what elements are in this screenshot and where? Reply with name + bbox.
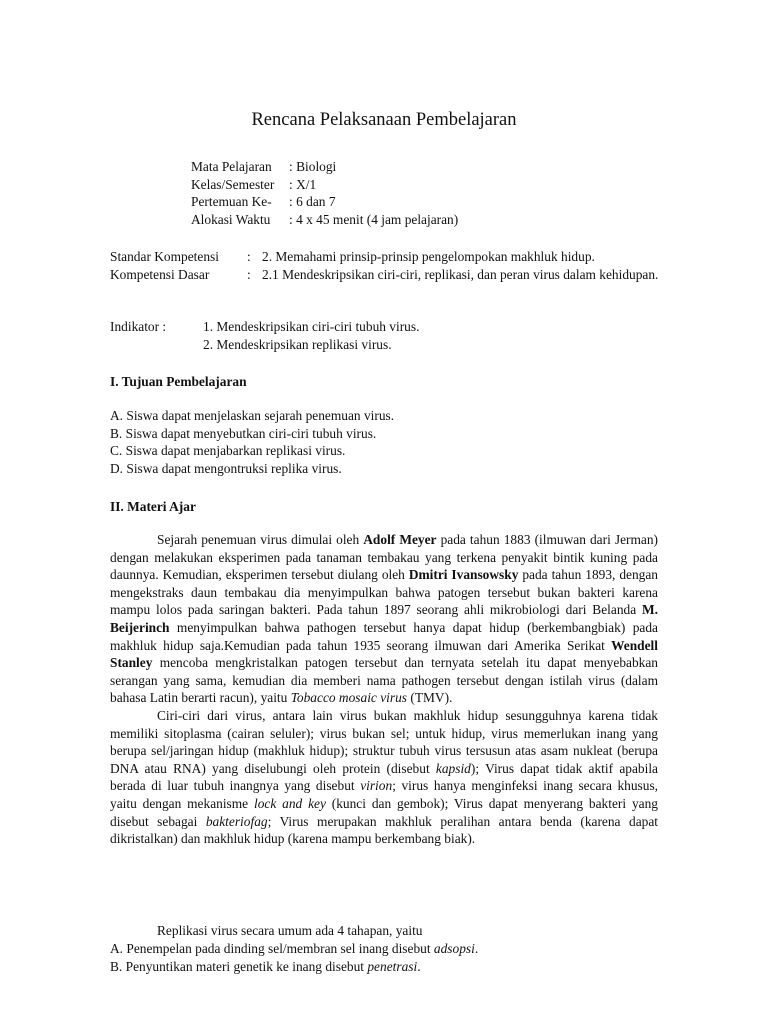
materi-heading: II. Materi Ajar <box>110 499 196 514</box>
identity-row <box>191 158 458 176</box>
identity-value: : X/1 <box>289 176 317 192</box>
document-title: Rencana Pelaksanaan Pembelajaran <box>251 110 517 130</box>
kompetensi-dasar-colon: : <box>247 267 251 282</box>
list-item: B. Penyuntikan materi genetik ke inang disebut penetrasi. <box>110 958 421 974</box>
list-item: A. Penempelan pada dinding sel/membran sel inang disebut adsopsi. <box>110 941 479 956</box>
identity-key: Pertemuan Ke- <box>191 194 272 210</box>
indikator-item: 1. Mendeskripsikan ciri-ciri tubuh virus. <box>203 319 420 334</box>
materi-paragraphs <box>110 531 658 848</box>
replikasi-intro <box>110 922 658 940</box>
identity-table <box>191 158 458 228</box>
standar-kompetensi-colon: : <box>247 249 251 264</box>
tujuan-list <box>110 407 670 477</box>
list-item: C. Siswa dapat menjabarkan replikasi virus. <box>110 443 346 459</box>
kompetensi-dasar-label: Kompetensi Dasar <box>110 267 210 282</box>
tujuan-heading: I. Tujuan Pembelajaran <box>110 374 247 389</box>
list-item: B. Siswa dapat menyebutkan ciri-ciri tubuh virus. <box>110 425 377 441</box>
identity-value: : 4 x 45 menit (4 jam pelajaran) <box>289 211 459 227</box>
identity-key: Kelas/Semester <box>191 176 275 192</box>
identity-value: : 6 dan 7 <box>289 194 336 210</box>
standar-kompetensi-label: Standar Kompetensi <box>110 249 219 264</box>
identity-key: Mata Pelajaran <box>191 159 272 174</box>
identity-row <box>191 176 458 194</box>
paragraph-replikasi: Replikasi virus secara umum ada 4 tahapan, yaitu <box>157 923 423 938</box>
list-item: A. Siswa dapat menjelaskan sejarah penemuan virus. <box>110 408 395 423</box>
standar-kompetensi-value: 2. Memahami prinsip-prinsip pengelompokan makhluk hidup. <box>262 249 595 264</box>
identity-value: : Biologi <box>289 159 337 174</box>
indikator-item: 2. Mendeskripsikan replikasi virus. <box>203 336 392 352</box>
identity-key: Alokasi Waktu <box>191 211 271 227</box>
kompetensi-dasar-value: 2.1 Mendeskripsikan ciri-ciri, replikasi, dan peran virus dalam kehidupan. <box>262 267 659 282</box>
paragraph-ciri-ciri: Ciri-ciri dari virus, antara lain virus bukan makhluk hidup sesungguhnya karena tidak memiliki sitoplasma (cairan seluler); virus bukan sel; untuk hidup, virus memerlukan inang yang berupa sel/jaringan hidup (makhluk hidup); struktur tubuh virus tersusun atas asam nukleat (berupa DNA atau RNA) yang diselubungi oleh protein (disebut kapsid); Virus dapat tidak aktif apabila berada di luar tubuh inangnya yang disebut virion; virus hanya menginfeksi inang secara khusus, yaitu dengan mekanisme lock and key (kunci dan gembok); Virus dapat menyerang bakteri yang disebut sebagai bakteriofag; Virus merupakan makhluk peralihan antara benda (karena dapat dikristalkan) dan makhluk hidup (karena mampu berkembang biak). <box>110 707 658 847</box>
indikator-label: Indikator : <box>110 319 167 334</box>
list-item: D. Siswa dapat mengontruksi replika virus. <box>110 460 342 476</box>
paragraph-sejarah: Sejarah penemuan virus dimulai oleh Adolf Meyer pada tahun 1883 (ilmuwan dari Jerman) dengan melakukan eksperimen pada tanaman tembakau yang terkena penyakit bintik kuning pada daunnya. Kemudian, eksperimen tersebut diulang oleh Dmitri Ivansowsky pada tahun 1893, dengan mengekstraks daun tembakau dia menyimpulkan bahwa patogen tersebut bukan bakteri karena mampu lolos pada saringan bakteri. Pada tahun 1897 seorang ahli mikrobiologi dari Belanda M. Beijerinch menyimpulkan bahwa pathogen tersebut hanya dapat hidup (berkembangbiak) pada makhluk hidup saja.Kemudian pada tahun 1935 seorang ilmuwan dari Amerika Serikat Wendell Stanley mencoba mengkristalkan patogen tersebut dan ternyata setelah itu dapat menyebabkan serangan yang sama, kemudian dia memberi nama pathogen tersebut dengan istilah virus (dalam bahasa Latin berarti racun), yaitu Tobacco mosaic virus (TMV). <box>110 532 658 706</box>
indikator-list <box>203 318 419 353</box>
identity-row <box>191 193 458 211</box>
identity-row <box>191 211 458 229</box>
replikasi-list <box>110 940 670 975</box>
